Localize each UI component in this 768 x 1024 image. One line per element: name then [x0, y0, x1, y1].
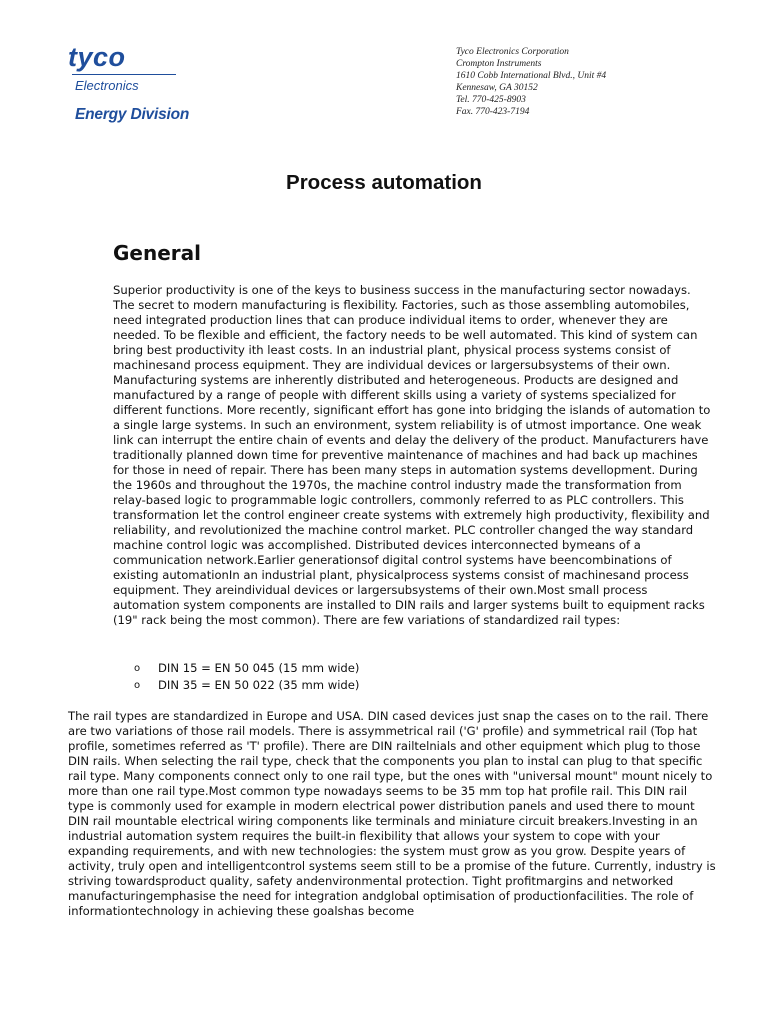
bullet-icon: o	[134, 663, 141, 674]
list-item	[113, 660, 359, 677]
logo-rule	[72, 74, 176, 75]
list-item-text: DIN 35 = EN 50 022 (35 mm wide)	[158, 678, 360, 692]
address-line: Fax. 770-423-7194	[456, 107, 530, 117]
logo-brand: tyco	[68, 42, 126, 72]
page-title: Process automation	[286, 171, 482, 194]
address-line: Tyco Electronics Corporation	[456, 47, 569, 57]
logo-subtitle: Electronics	[75, 78, 139, 93]
section-heading: General	[113, 241, 201, 265]
list-item	[113, 677, 359, 694]
bullet-icon: o	[134, 680, 141, 691]
list-item-text: DIN 15 = EN 50 045 (15 mm wide)	[158, 661, 360, 675]
body-paragraph-1: Superior productivity is one of the keys to business success in the manufacturing sector nowadays. The secret to modern manufacturing is flexibility. Factories, such as those assembling automobiles, need integrated production lines that can produce individual items to order, whenever they are needed. To be flexible and efficient, the factory needs to be well automated. This kind of system can bring best productivity ith least costs. In an industrial plant, physical process systems consist of machinesand process equipment. They are individual devices or largersubsystems of their own. Manufacturing systems are inherently distributed and heterogeneous. Products are designed and manufactured by a range of people with different skills using a variety of systems specialized for different functions. More recently, significant effort has gone into bridging the islands of automation to a single large systems. In such an environment, system reliability is of utmost importance. One weak link can interrupt the entire chain of events and delay the delivery of the product. Manufacturers have traditionally planned down time for preventive maintenance of machines and had back up machines for those in need of repair. There has been many steps in automation systems devellopment. During the 1960s and throughout the 1970s, the machine control industry made the transformation from relay-based logic to programmable logic controllers, commonly referred to as PLC controllers. This transformation let the control engineer create systems with extremely high productivity, flexibility and reliability, and revolutionized the machine control market. PLC controller changed the way standard machine control logic was accomplished. Distributed devices interconnected bymeans of a communication network.Earlier generationsof digital control systems have beencombinations of existing automationIn an industrial plant, physicalprocess systems consist of machinesand process equipment. They areindividual devices or largersubsystems of their own.Most small process automation system components are installed to DIN rails and larger systems built to equipment racks (19" rack being the most common). There are few variations of standardized rail types:	[113, 283, 711, 627]
address-line: Tel. 770-425-8903	[456, 95, 526, 105]
rail-type-list	[113, 660, 359, 694]
address-line: Kennesaw, GA 30152	[456, 83, 538, 93]
company-logo	[68, 44, 208, 124]
body-paragraph-2: The rail types are standardized in Europe and USA. DIN cased devices just snap the cases on to the rail. There are two variations of those rail models. There is assymmetrical rail ('G' profile) and symmetrical rail (Top hat profile, sometimes referred as 'T' profile). There are DIN railtelnials and other equipment which plug to those DIN rails. When selecting the rail type, check that the components you plan to instal can plug to that specific rail type. Many components connect only to one rail type, but the ones with "universal mount" mount nicely to more than one rail type.Most common type nowadays seems to be 35 mm top hat profile rail. This DIN rail type is commonly used for example in modern electrical power distribution panels and used there to mount DIN rail mountable electrical wiring components like terminals and miniature circuit breakers.Investing in an industrial automation system requires the built-in flexibility that allows your system to cope with your expanding requirements, and with new technologies: the system must grow as you grow. Despite years of activity, truly open and intelligentcontrol systems seem still to be a promise of the future. Currently, industry is striving towardsproduct quality, safety andenvironmental protection. Tight profitmargins and networked manufacturingemphasise the need for integration andglobal optimisation of productionfacilities. The role of informationtechnology in achieving these goalshas become	[68, 709, 716, 918]
company-address	[456, 46, 606, 118]
address-line: Crompton Instruments	[456, 59, 542, 69]
logo-division: Energy Division	[75, 106, 190, 123]
address-line: 1610 Cobb International Blvd., Unit #4	[456, 71, 607, 81]
